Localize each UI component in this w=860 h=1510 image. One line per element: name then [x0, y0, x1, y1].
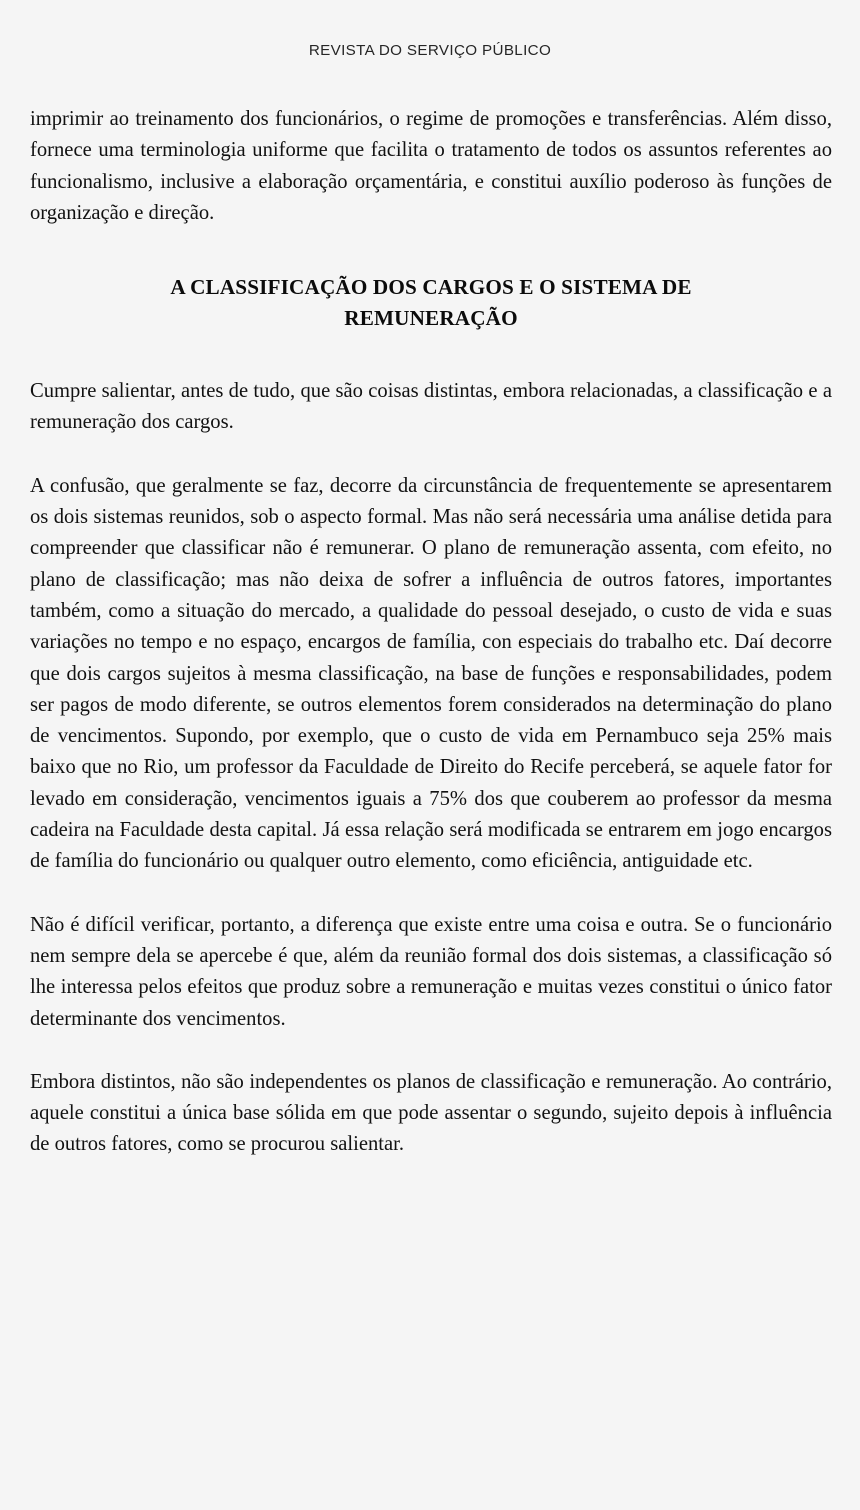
section-heading-line-2: REMUNERAÇÃO [344, 306, 518, 331]
page-title [58, 272, 804, 334]
paragraph-4: Embora distintos, não são independentes os planos de classificação e remuneração. Ao contrário, aquele constitui a única base sólida em que pode assentar o segundo, sujeito depois à influência de outros fatores, como se procurou salientar. [30, 1070, 832, 1156]
section-heading-line-1: A CLASSIFICAÇÃO DOS CARGOS E O SISTEMA DE [170, 275, 692, 300]
paragraph-2: A confusão, que geralmente se faz, decorre da circunstância de frequentemente se apresentarem os dois sistemas reunidos, sob o aspecto formal. Mas não será necessária uma análise detida para compreender que classificar não é remunerar. O plano de remuneração assenta, com efeito, no plano de classificação; mas não deixa de sofrer a influência de outros fatores, importantes também, como a situação do mercado, a qualidade do pessoal desejado, o custo de vida e suas variações no tempo e no espaço, encargos de família, con especiais do trabalho etc. Daí decorre que dois cargos sujeitos à mesma classificação, na base de funções e responsabilidades, podem ser pagos de modo diferente, se outros elementos forem considerados na determinação do plano de vencimentos. Supondo, por exemplo, que o custo de vida em Pernambuco seja 25% mais baixo que no Rio, um professor da Faculdade de Direito do Recife perceberá, se aquele fator for levado em consideração, vencimentos iguais a 75% dos que couberem ao professor da mesma cadeira na Faculdade desta capital. Já essa relação será modificada se entrarem em jogo encargos de família do funcionário ou qualquer outro elemento, como eficiência, antiguidade etc. [30, 474, 832, 873]
text-column [30, 104, 832, 1161]
section-heading-block [30, 272, 832, 334]
running-head: REVISTA DO SERVIÇO PÚBLICO [308, 42, 552, 59]
paragraph-1: Cumpre salientar, antes de tudo, que são coisas distintas, embora relacionadas, a classificação e a remuneração dos cargos. [30, 380, 832, 434]
paragraph-intro: imprimir ao treinamento dos funcionários, o regime de promoções e transferências. Além disso, fornece uma terminologia uniforme que facilita o tratamento de todos os assuntos referentes ao funcionalismo, inclusive a elaboração orçamentária, e constitui auxílio poderoso às funções de organização e direção. [30, 108, 832, 224]
paragraph-3: Não é difícil verificar, portanto, a diferença que existe entre uma coisa e outra. Se o funcionário nem sempre dela se apercebe é que, além da reunião formal dos dois sistemas, a classificação só lhe interessa pelos efeitos que produz sobre a remuneração e muitas vezes constitui o único fator determinante dos vencimentos. [30, 913, 832, 1030]
